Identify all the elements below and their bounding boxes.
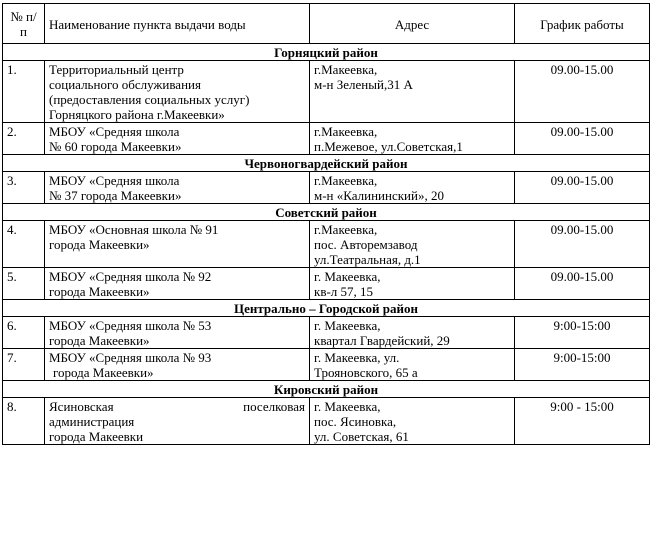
row-address [310, 61, 515, 123]
address-line: Трояновского, 65 а [314, 365, 418, 380]
row-name [45, 268, 310, 300]
address-line: ул. Советская, 61 [314, 429, 409, 444]
name-line: № 60 города Макеевки» [49, 139, 182, 154]
name-line: МБОУ «Средняя школа № 93 [49, 350, 212, 365]
table-body [3, 44, 650, 445]
table-row [3, 317, 650, 349]
row-number: 5. [3, 268, 45, 300]
table-row [3, 221, 650, 268]
row-number: 1. [3, 61, 45, 123]
district-section-row [3, 381, 650, 398]
district-title: Кировский район [3, 381, 650, 398]
row-schedule: 9:00-15:00 [515, 317, 650, 349]
water-points-table-container [2, 3, 650, 445]
table-row [3, 123, 650, 155]
table-row [3, 172, 650, 204]
address-line: г. Макеевка, [314, 399, 381, 414]
district-section-row [3, 155, 650, 172]
table-row [3, 61, 650, 123]
row-schedule: 9:00 - 15:00 [515, 398, 650, 445]
name-line: администрация [49, 414, 135, 429]
row-schedule: 9:00-15:00 [515, 349, 650, 381]
row-number: 7. [3, 349, 45, 381]
row-name [45, 61, 310, 123]
table-row [3, 349, 650, 381]
district-title: Центрально – Городской район [3, 300, 650, 317]
name-line: социального обслуживания [49, 77, 201, 92]
address-line: кв-л 57, 15 [314, 284, 374, 299]
table-row [3, 268, 650, 300]
district-section-row [3, 300, 650, 317]
header-address: Адрес [310, 4, 515, 44]
row-schedule: 09.00-15.00 [515, 268, 650, 300]
district-section-row [3, 204, 650, 221]
row-name [45, 221, 310, 268]
name-line: Горняцкого района г.Макеевки» [49, 107, 225, 122]
name-line: № 37 города Макеевки» [49, 188, 182, 203]
header-num: № п/п [3, 4, 45, 44]
name-line [49, 399, 305, 414]
row-number: 2. [3, 123, 45, 155]
address-line: квартал Гвардейский, 29 [314, 333, 450, 348]
name-line: Территориальный центр [49, 62, 184, 77]
row-address [310, 398, 515, 445]
address-line: г.Макеевка, [314, 173, 378, 188]
table-header-row [3, 4, 650, 44]
row-schedule: 09.00-15.00 [515, 172, 650, 204]
district-title: Горняцкий район [3, 44, 650, 61]
name-line: города Макеевки» [49, 333, 150, 348]
name-line: города Макеевки [49, 429, 144, 444]
district-section-row [3, 44, 650, 61]
address-line: г.Макеевка, [314, 222, 378, 237]
name-line: города Макеевки» [53, 365, 154, 380]
address-line: м-н Зеленый,31 А [314, 77, 413, 92]
address-line: п.Межевое, ул.Советская,1 [314, 139, 463, 154]
water-distribution-table [2, 3, 650, 445]
name-line: города Макеевки» [49, 284, 150, 299]
table-row [3, 398, 650, 445]
address-line: пос. Авторемзавод [314, 237, 418, 252]
address-line: м-н «Калининский», 20 [314, 188, 444, 203]
row-schedule: 09.00-15.00 [515, 61, 650, 123]
district-title: Червоногвардейский район [3, 155, 650, 172]
header-name: Наименование пункта выдачи воды [45, 4, 310, 44]
row-address [310, 317, 515, 349]
row-number: 3. [3, 172, 45, 204]
name-line: МБОУ «Средняя школа № 92 [49, 269, 212, 284]
row-address [310, 123, 515, 155]
row-address [310, 349, 515, 381]
name-line: МБОУ «Средняя школа № 53 [49, 318, 212, 333]
name-line: (предоставления социальных услуг) [49, 92, 250, 107]
name-word: Ясиновская [49, 399, 114, 414]
row-schedule: 09.00-15.00 [515, 221, 650, 268]
name-line: МБОУ «Средняя школа [49, 124, 180, 139]
address-line: г.Макеевка, [314, 62, 378, 77]
header-schedule: График работы [515, 4, 650, 44]
row-name [45, 317, 310, 349]
address-line: г. Макеевка, [314, 318, 381, 333]
address-line: г.Макеевка, [314, 124, 378, 139]
row-number: 6. [3, 317, 45, 349]
address-line: пос. Ясиновка, [314, 414, 397, 429]
row-number: 8. [3, 398, 45, 445]
name-line: МБОУ «Средняя школа [49, 173, 180, 188]
address-line: ул.Театральная, д.1 [314, 252, 421, 267]
name-line: МБОУ «Основная школа № 91 [49, 222, 219, 237]
address-line: г. Макеевка, ул. [314, 350, 400, 365]
row-name [45, 172, 310, 204]
name-line: города Макеевки» [49, 237, 150, 252]
row-name [45, 349, 310, 381]
address-line: г. Макеевка, [314, 269, 381, 284]
row-name [45, 123, 310, 155]
district-title: Советский район [3, 204, 650, 221]
name-word: поселковая [243, 399, 305, 414]
row-number: 4. [3, 221, 45, 268]
row-address [310, 172, 515, 204]
row-address [310, 268, 515, 300]
row-name [45, 398, 310, 445]
row-address [310, 221, 515, 268]
row-schedule: 09.00-15.00 [515, 123, 650, 155]
